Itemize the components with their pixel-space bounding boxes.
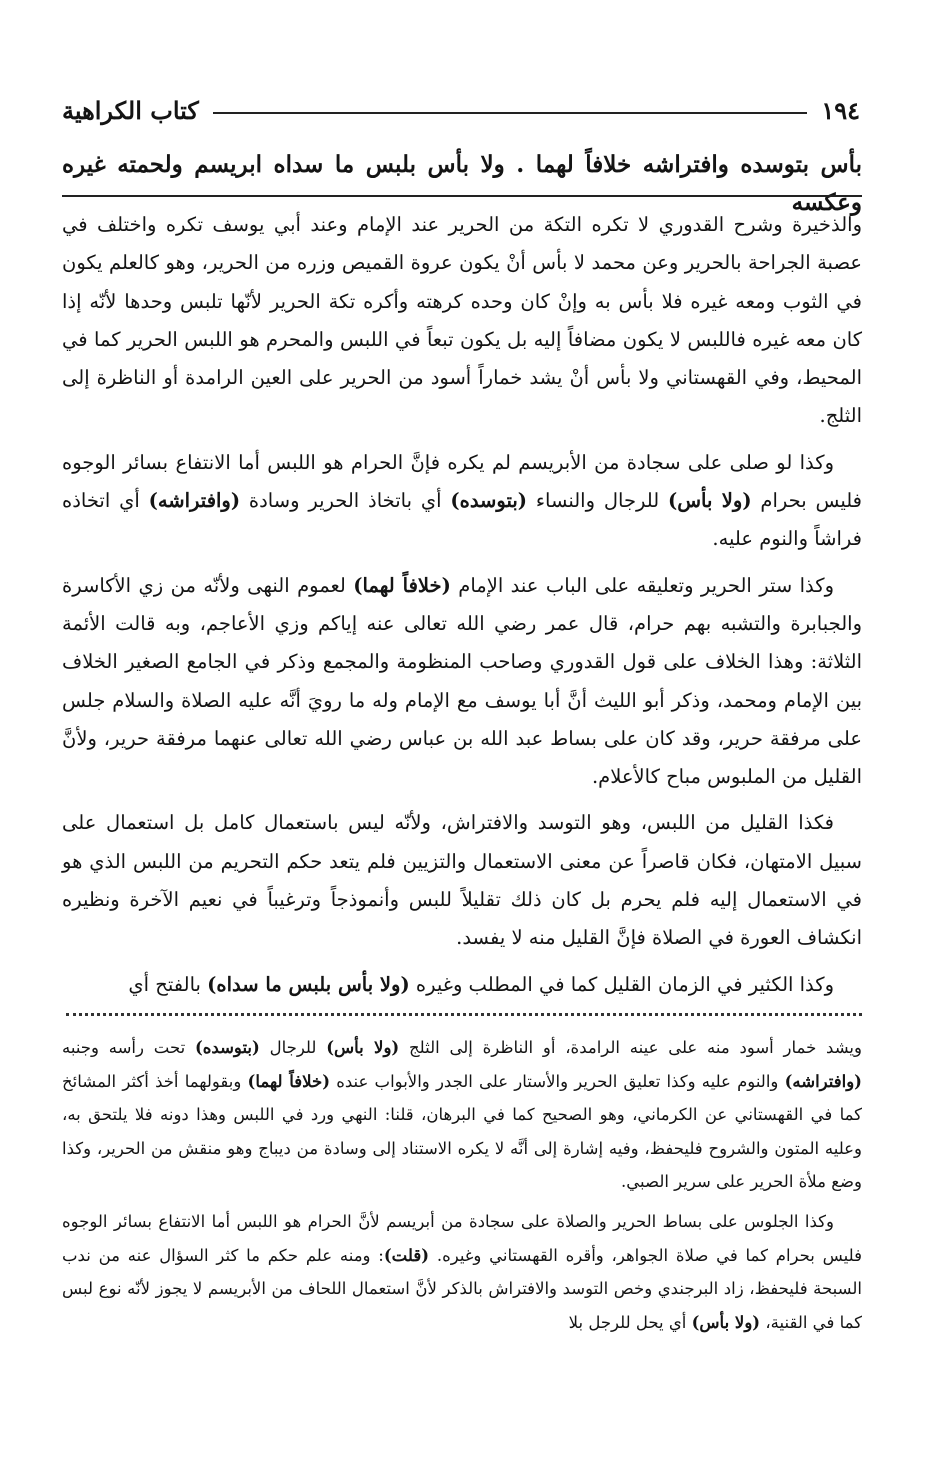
page-number: ١٩٤ bbox=[821, 95, 860, 125]
text-run: للرجال والنساء bbox=[527, 489, 668, 513]
bold-quote: (خلافاً لهما) bbox=[247, 1071, 331, 1091]
text-run: فكذا القليل من اللبس، وهو التوسد والافتراش، ولأنّه ليس باستعمال كامل بل استعمال على سبيل الامتهان، فكان قاصراً عن معنى الاستعمال والتزيين فلم يتعد حكم التحريم من اللبس الذي هو في الاستعمال إليه فلم يحرم بل كان ذلك تقليلاً للبس وأنموذجاً وترغيباً في نعيم الآخرة ونظيره انكشاف العورة في الصلاة فإنَّ القليل منه لا يفسد. bbox=[62, 811, 862, 950]
footnote-divider bbox=[66, 1013, 862, 1016]
text-run: ويشد خمار أسود منه على عينه الرامدة، أو الناظرة إلى الثلج bbox=[399, 1038, 862, 1057]
bold-quote: (بتوسده) bbox=[450, 489, 528, 513]
book-title: كتاب الكراهية bbox=[62, 95, 199, 125]
text-run: أي باتخاذ الحرير وسادة bbox=[240, 489, 451, 513]
bold-quote: (وافتراشه) bbox=[148, 489, 241, 513]
bold-quote: (قلت) bbox=[383, 1245, 430, 1265]
text-run: لعموم النهى ولأنّه من زي الأكاسرة والجبابرة والتشبه بهم حرام، قال عمر رضي الله تعالى عنه إياكم وزي الأعاجم، وبه قالت الأئمة الثلاثة: وهذا الخلاف على قول القدوري وصاحب المنظومة والمجمع وذكر في الجامع الصغير الخلاف بين الإمام ومحمد، وذكر أبو الليث أنَّ أبا يوسف مع الإمام وله ما رويَ أنَّه عليه الصلاة والسلام جلس على مرفقة حرير، وقد كان على بساط عبد الله بن عباس رضي الله تعالى عنهما مرفقة حرير، ولأنَّ القليل من الملبوس مباح كالأعلام. bbox=[62, 573, 862, 789]
bold-quote: (ولا بأس) bbox=[326, 1038, 400, 1057]
bold-quote: (وافتراشه) bbox=[784, 1071, 862, 1091]
commentary-paragraph bbox=[62, 206, 862, 436]
main-text-divider bbox=[62, 195, 862, 197]
main-text: بأس بتوسده وافتراشه خلافاً لهما . ولا بأس بلبس ما سداه ابريسم ولحمته غيره وعكسه bbox=[62, 151, 862, 216]
page-header bbox=[62, 93, 860, 127]
commentary-paragraph bbox=[62, 804, 862, 957]
footnote-paragraph bbox=[62, 1205, 862, 1339]
text-run: وبقولهما أخذ أكثر المشائخ كما في القهستاني عن الكرماني، وهو الصحيح كما في البرهان، قلنا: النهي ورد في اللبس وهذا دونه فلا يلتحق به، وعليه المتون والشروح فليحفظ، وفيه إشارة إلى أنَّه لا يكره الاستناد إلى وسادة من ديباج وهو منقش من الحرير، وكذا وضع ملأة الحرير على سرير الصبي. bbox=[62, 1071, 862, 1192]
text-run: وكذا الجلوس على بساط الحرير والصلاة على سجادة من أبريسم لأنَّ الحرام هو اللبس أما الانتفاع بسائر الوجوه فليس بحرام كما في صلاة الجواهر، وأقره القهستاني وغيره. bbox=[62, 1211, 863, 1265]
text-run: أي اتخاذه فراشاً والنوم عليه. bbox=[62, 489, 862, 551]
text-run: وكذا الكثير في الزمان القليل كما في المطلب وغيره bbox=[409, 972, 834, 996]
bold-quote: (بتوسده) bbox=[194, 1038, 260, 1057]
text-run: والنوم عليه وكذا تعليق الحرير والأستار على الجدر والأبواب عنده bbox=[330, 1071, 785, 1091]
footnote-paragraph bbox=[62, 1031, 862, 1199]
commentary-paragraph bbox=[62, 444, 862, 559]
text-run: وكذا ستر الحرير وتعليقه على الباب عند الإمام bbox=[450, 573, 834, 597]
text-run: والذخيرة وشرح القدوري لا تكره التكة من الحرير عند الإمام وعند أبي يوسف تكره واختلف في عصبة الجراحة بالحرير وعن محمد لا بأس أنْ يكون عروة القميص وزره من الحرير، وهو كالعلم يكون في الثوب ومعه غيره فلا بأس به وإنْ كان وحده كرهته وأكره تكة الحرير لأنّها تلبس وحدها لأنّه إذا كان معه غيره فاللبس لا يكون مضافاً إليه بل يكون تبعاً في اللبس والمحرم هو اللبس الحرير كما في المحيط، وفي القهستاني ولا بأس أنْ يشد خماراً أسود من الحرير على العين الرامدة أو الناظرة إلى الثلج. bbox=[62, 213, 862, 428]
text-run: بالفتح أي bbox=[128, 972, 208, 996]
bold-quote: (خلافاً لهما) bbox=[353, 573, 451, 597]
bold-quote: (ولا بأس بلبس ما سداه) bbox=[207, 972, 410, 996]
bold-quote: (ولا بأس) bbox=[691, 1312, 761, 1332]
commentary-paragraph bbox=[62, 567, 862, 797]
commentary-section bbox=[62, 206, 862, 1012]
text-run: وكذا لو صلى على سجادة من الأبريسم لم يكره فإنَّ الحرام هو اللبس أما الانتفاع بسائر الوجوه فليس بحرام bbox=[62, 450, 862, 513]
text-run: للرجال bbox=[259, 1038, 327, 1057]
text-run: : ومنه علم حكم ما كثر السؤال عنه من ندب السبحة فليحفظ، زاد البرجندي وخص التوسد والافتراش بالذكر لأنَّ استعمال اللحاف من الأبريسم لا يجوز لأنّه نوع لبس كما في القنية، bbox=[62, 1245, 862, 1332]
text-run: تحت رأسه وجنبه bbox=[62, 1038, 195, 1057]
commentary-paragraph bbox=[62, 966, 862, 1004]
bold-quote: (ولا بأس) bbox=[667, 489, 752, 513]
header-rule bbox=[213, 112, 807, 114]
text-run: أي يحل للرجل بلا bbox=[568, 1312, 692, 1332]
footnote-section bbox=[62, 1031, 862, 1345]
